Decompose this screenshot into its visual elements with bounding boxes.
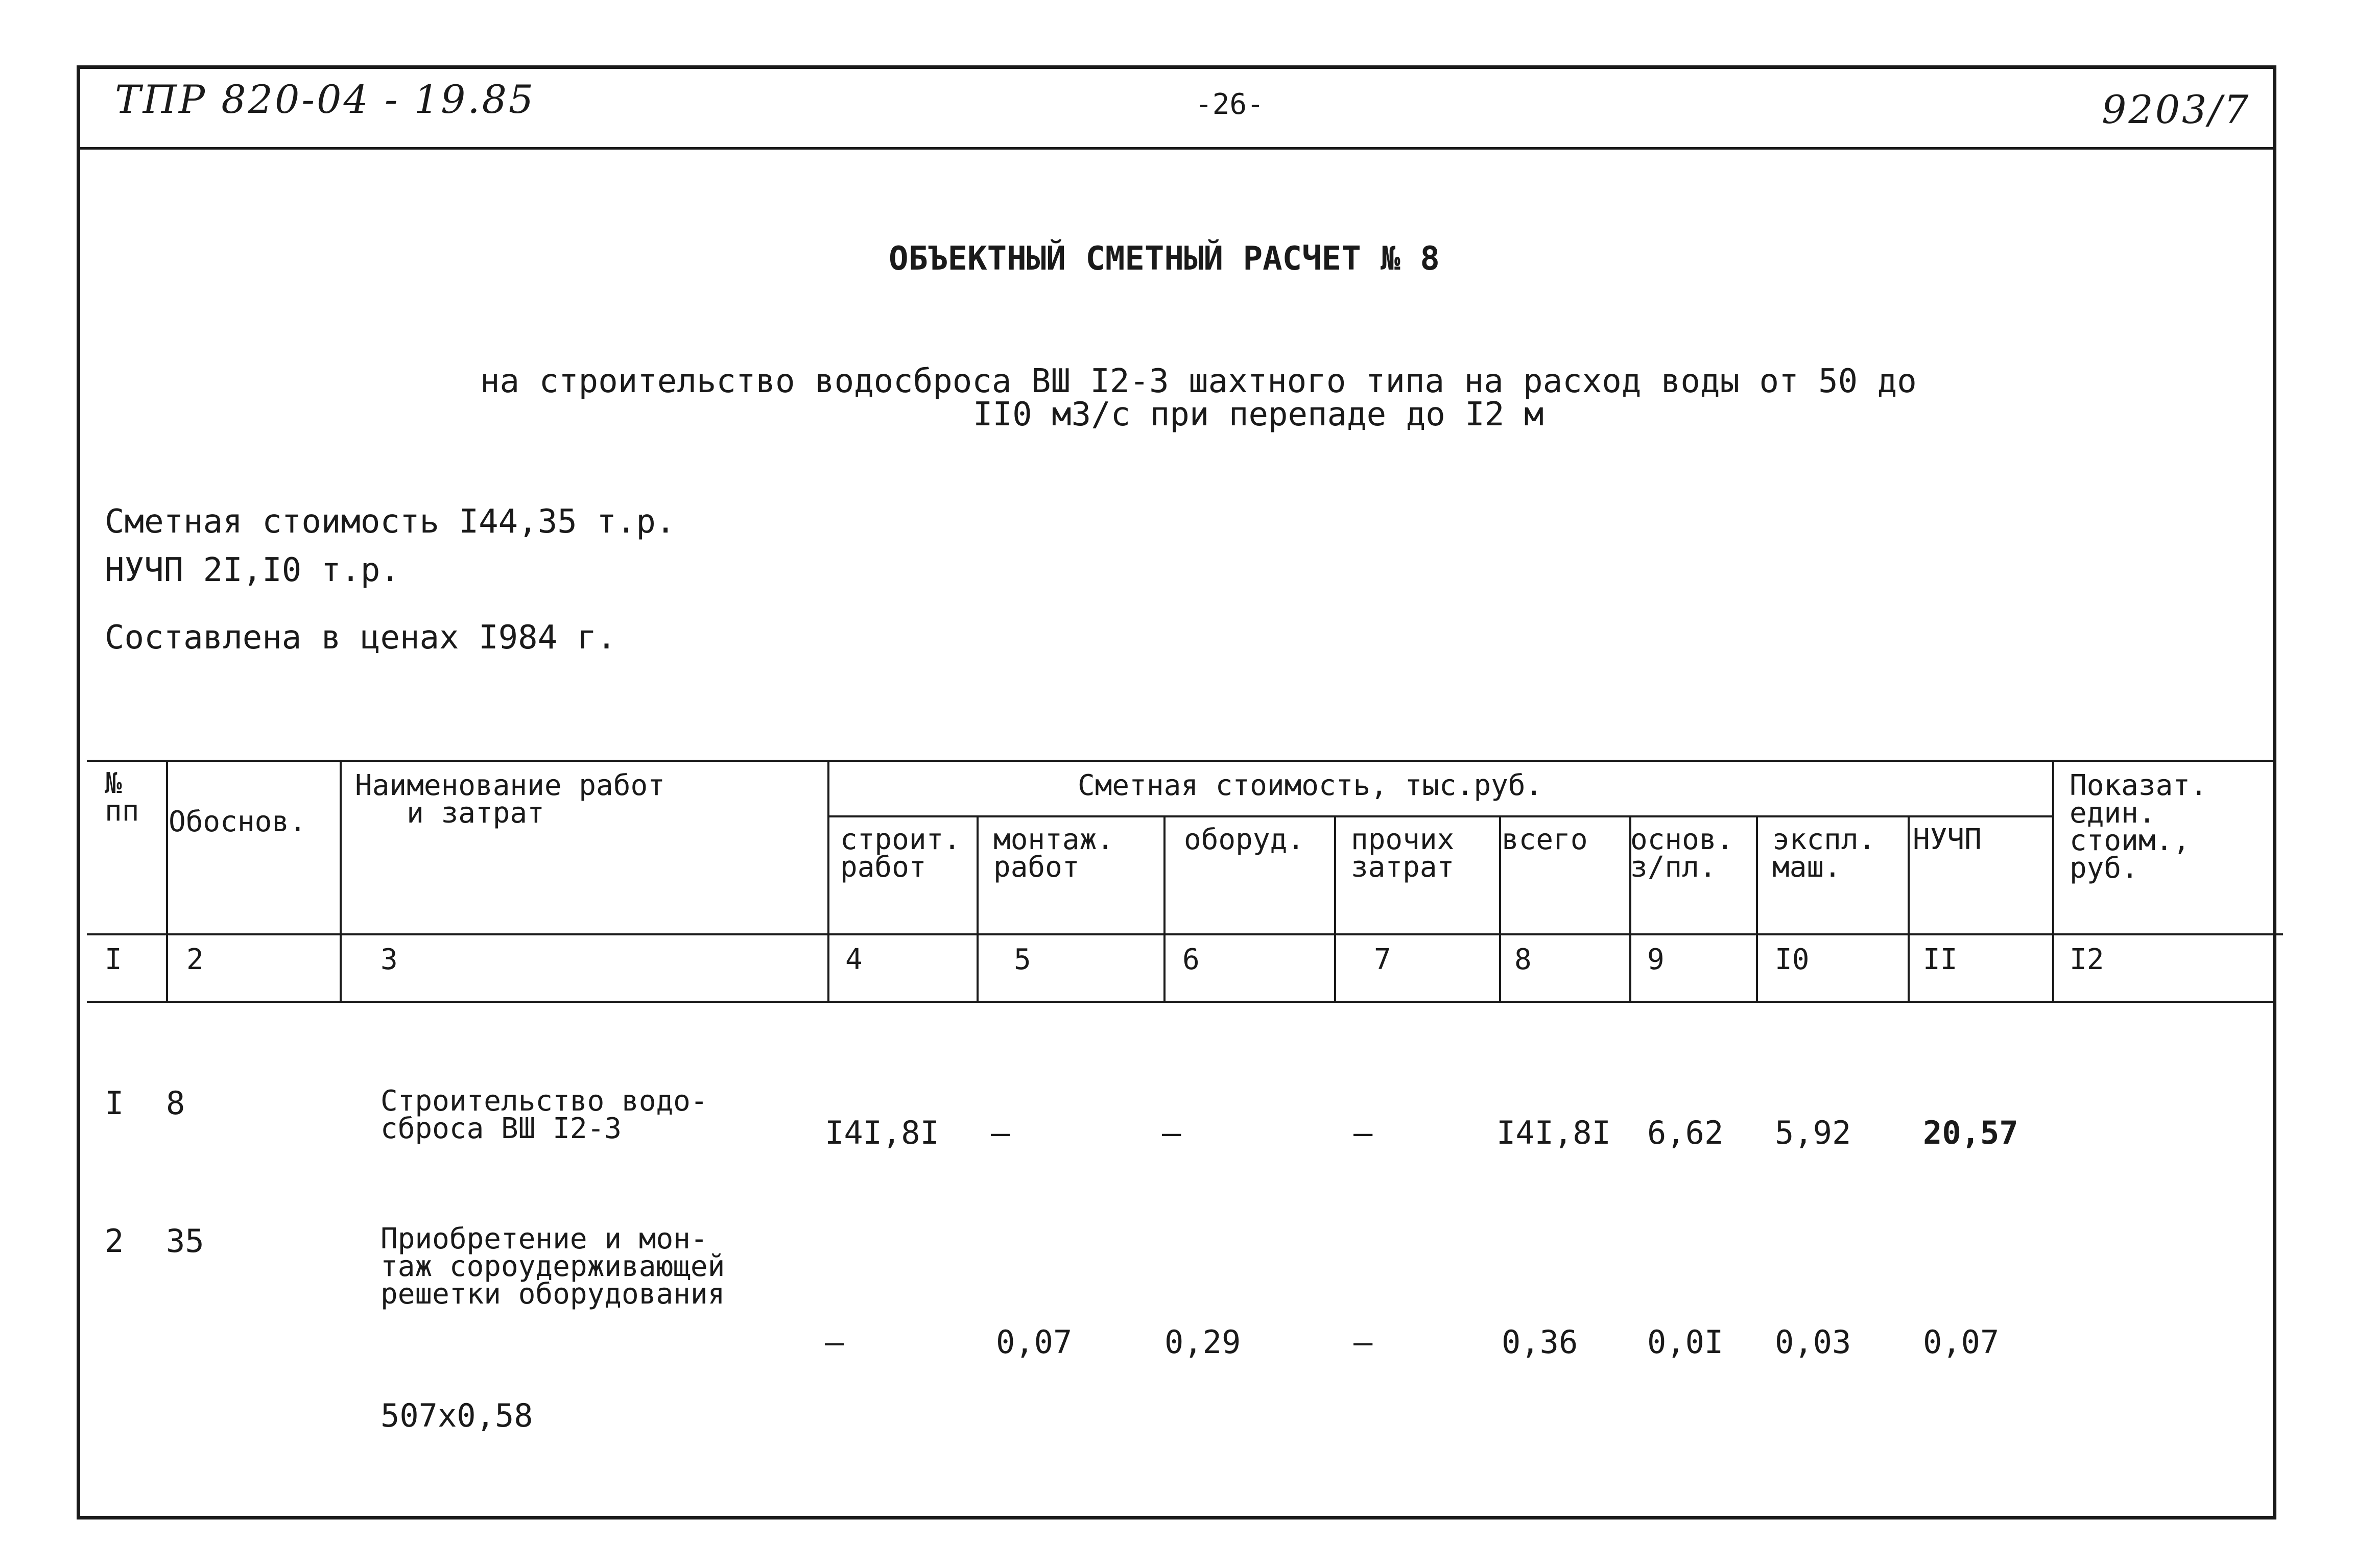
row-2-other: – <box>1353 1323 1373 1361</box>
header-name: Наименование работ и затрат <box>355 769 665 830</box>
prices-note: Составлена в ценах I984 г. <box>105 619 616 657</box>
col-divider-9 <box>1756 815 1758 1001</box>
header-num: № пп <box>105 767 139 828</box>
header-bottom-line <box>87 933 2283 935</box>
col-number-11: II <box>1923 943 1958 976</box>
row-2-total: 0,36 <box>1502 1323 1578 1361</box>
col-number-2: 2 <box>186 943 204 976</box>
col-number-9: 9 <box>1647 943 1665 976</box>
row-1-nuchp: 20,57 <box>1923 1114 2018 1151</box>
sheet-number: 9203/7 <box>2102 87 2251 132</box>
col-divider-4 <box>977 815 979 1001</box>
document-title: ОБЪЕКТНЫЙ СМЕТНЫЙ РАСЧЕТ № 8 <box>889 240 1440 278</box>
header-build-works: строит. работ <box>840 823 961 884</box>
row-1-build: I4I,8I <box>825 1114 939 1151</box>
col-numbers-line <box>87 1001 2273 1003</box>
header-mount-works: монтаж. работ <box>993 823 1114 884</box>
row-2-build: – <box>825 1323 844 1361</box>
subtitle-line-2: II0 м3/с при перепаде до I2 м <box>973 396 1544 433</box>
col-divider-1 <box>166 760 168 1001</box>
col-divider-6 <box>1334 815 1336 1001</box>
col-number-1: I <box>105 943 122 976</box>
estimated-cost: Сметная стоимость I44,35 т.р. <box>105 503 676 541</box>
col-number-8: 8 <box>1514 943 1532 976</box>
col-number-6: 6 <box>1182 943 1200 976</box>
col-number-5: 5 <box>1014 943 1031 976</box>
col-divider-7 <box>1499 815 1501 1001</box>
subtitle-line-1: на строительство водосброса ВШ I2-3 шахтного типа на расход воды от 50 до <box>480 363 1917 400</box>
header-base-wage: основ. з/пл. <box>1630 823 1734 884</box>
row-1-total: I4I,8I <box>1496 1114 1611 1151</box>
col-number-4: 4 <box>845 943 863 976</box>
table-top-line <box>87 760 2273 762</box>
row-2-wage: 0,0I <box>1647 1323 1724 1361</box>
row-1-mount: – <box>991 1114 1010 1151</box>
row-2-mach: 0,03 <box>1775 1323 1851 1361</box>
col-divider-5 <box>1163 815 1166 1001</box>
header-nuchp: НУЧП <box>1913 823 1982 856</box>
col-number-12: I2 <box>2070 943 2104 976</box>
col-divider-10 <box>1908 815 1910 1001</box>
col-divider-3 <box>827 760 829 1001</box>
nuchp-value: НУЧП 2I,I0 т.р. <box>105 551 400 589</box>
header-unit-cost: Показат. един. стоим., руб. <box>2070 769 2207 885</box>
row-2-nuchp: 0,07 <box>1923 1323 2000 1361</box>
col-divider-11 <box>2052 760 2054 1001</box>
header-basis: Обоснов. <box>169 805 306 838</box>
header-machine-operation: экспл. маш. <box>1772 823 1876 884</box>
header-cost-group: Сметная стоимость, тыс.руб. <box>1078 769 1543 802</box>
row-1-mach: 5,92 <box>1775 1114 1851 1151</box>
row-1-name: Строительство водо- сброса ВШ I2-3 <box>381 1084 708 1145</box>
col-number-10: I0 <box>1775 943 1810 976</box>
header-other-costs: прочих затрат <box>1351 823 1455 884</box>
row-2-basis: 35 <box>166 1222 204 1260</box>
col-number-3: 3 <box>381 943 398 976</box>
row-2-name-extra: 507х0,58 <box>381 1397 533 1434</box>
row-2-name: Приобретение и мон- таж сороудерживающей решетки оборудования <box>381 1222 725 1311</box>
row-1-num: I <box>105 1084 124 1122</box>
row-2-num: 2 <box>105 1222 124 1260</box>
row-1-wage: 6,62 <box>1647 1114 1724 1151</box>
group-subheader-line <box>827 815 2052 817</box>
row-2-mount: 0,07 <box>996 1323 1073 1361</box>
header-total: всего <box>1502 823 1588 856</box>
page-number: -26- <box>1195 88 1264 121</box>
row-2-equip: 0,29 <box>1164 1323 1241 1361</box>
header-equipment: оборуд. <box>1184 823 1305 856</box>
row-1-equip: – <box>1162 1114 1181 1151</box>
row-1-other: – <box>1353 1114 1373 1151</box>
doc-code: ТПР 820-04 - 19.85 <box>115 77 536 122</box>
col-number-7: 7 <box>1374 943 1391 976</box>
row-1-basis: 8 <box>166 1084 185 1122</box>
header-divider <box>77 147 2276 150</box>
col-divider-2 <box>340 760 342 1001</box>
